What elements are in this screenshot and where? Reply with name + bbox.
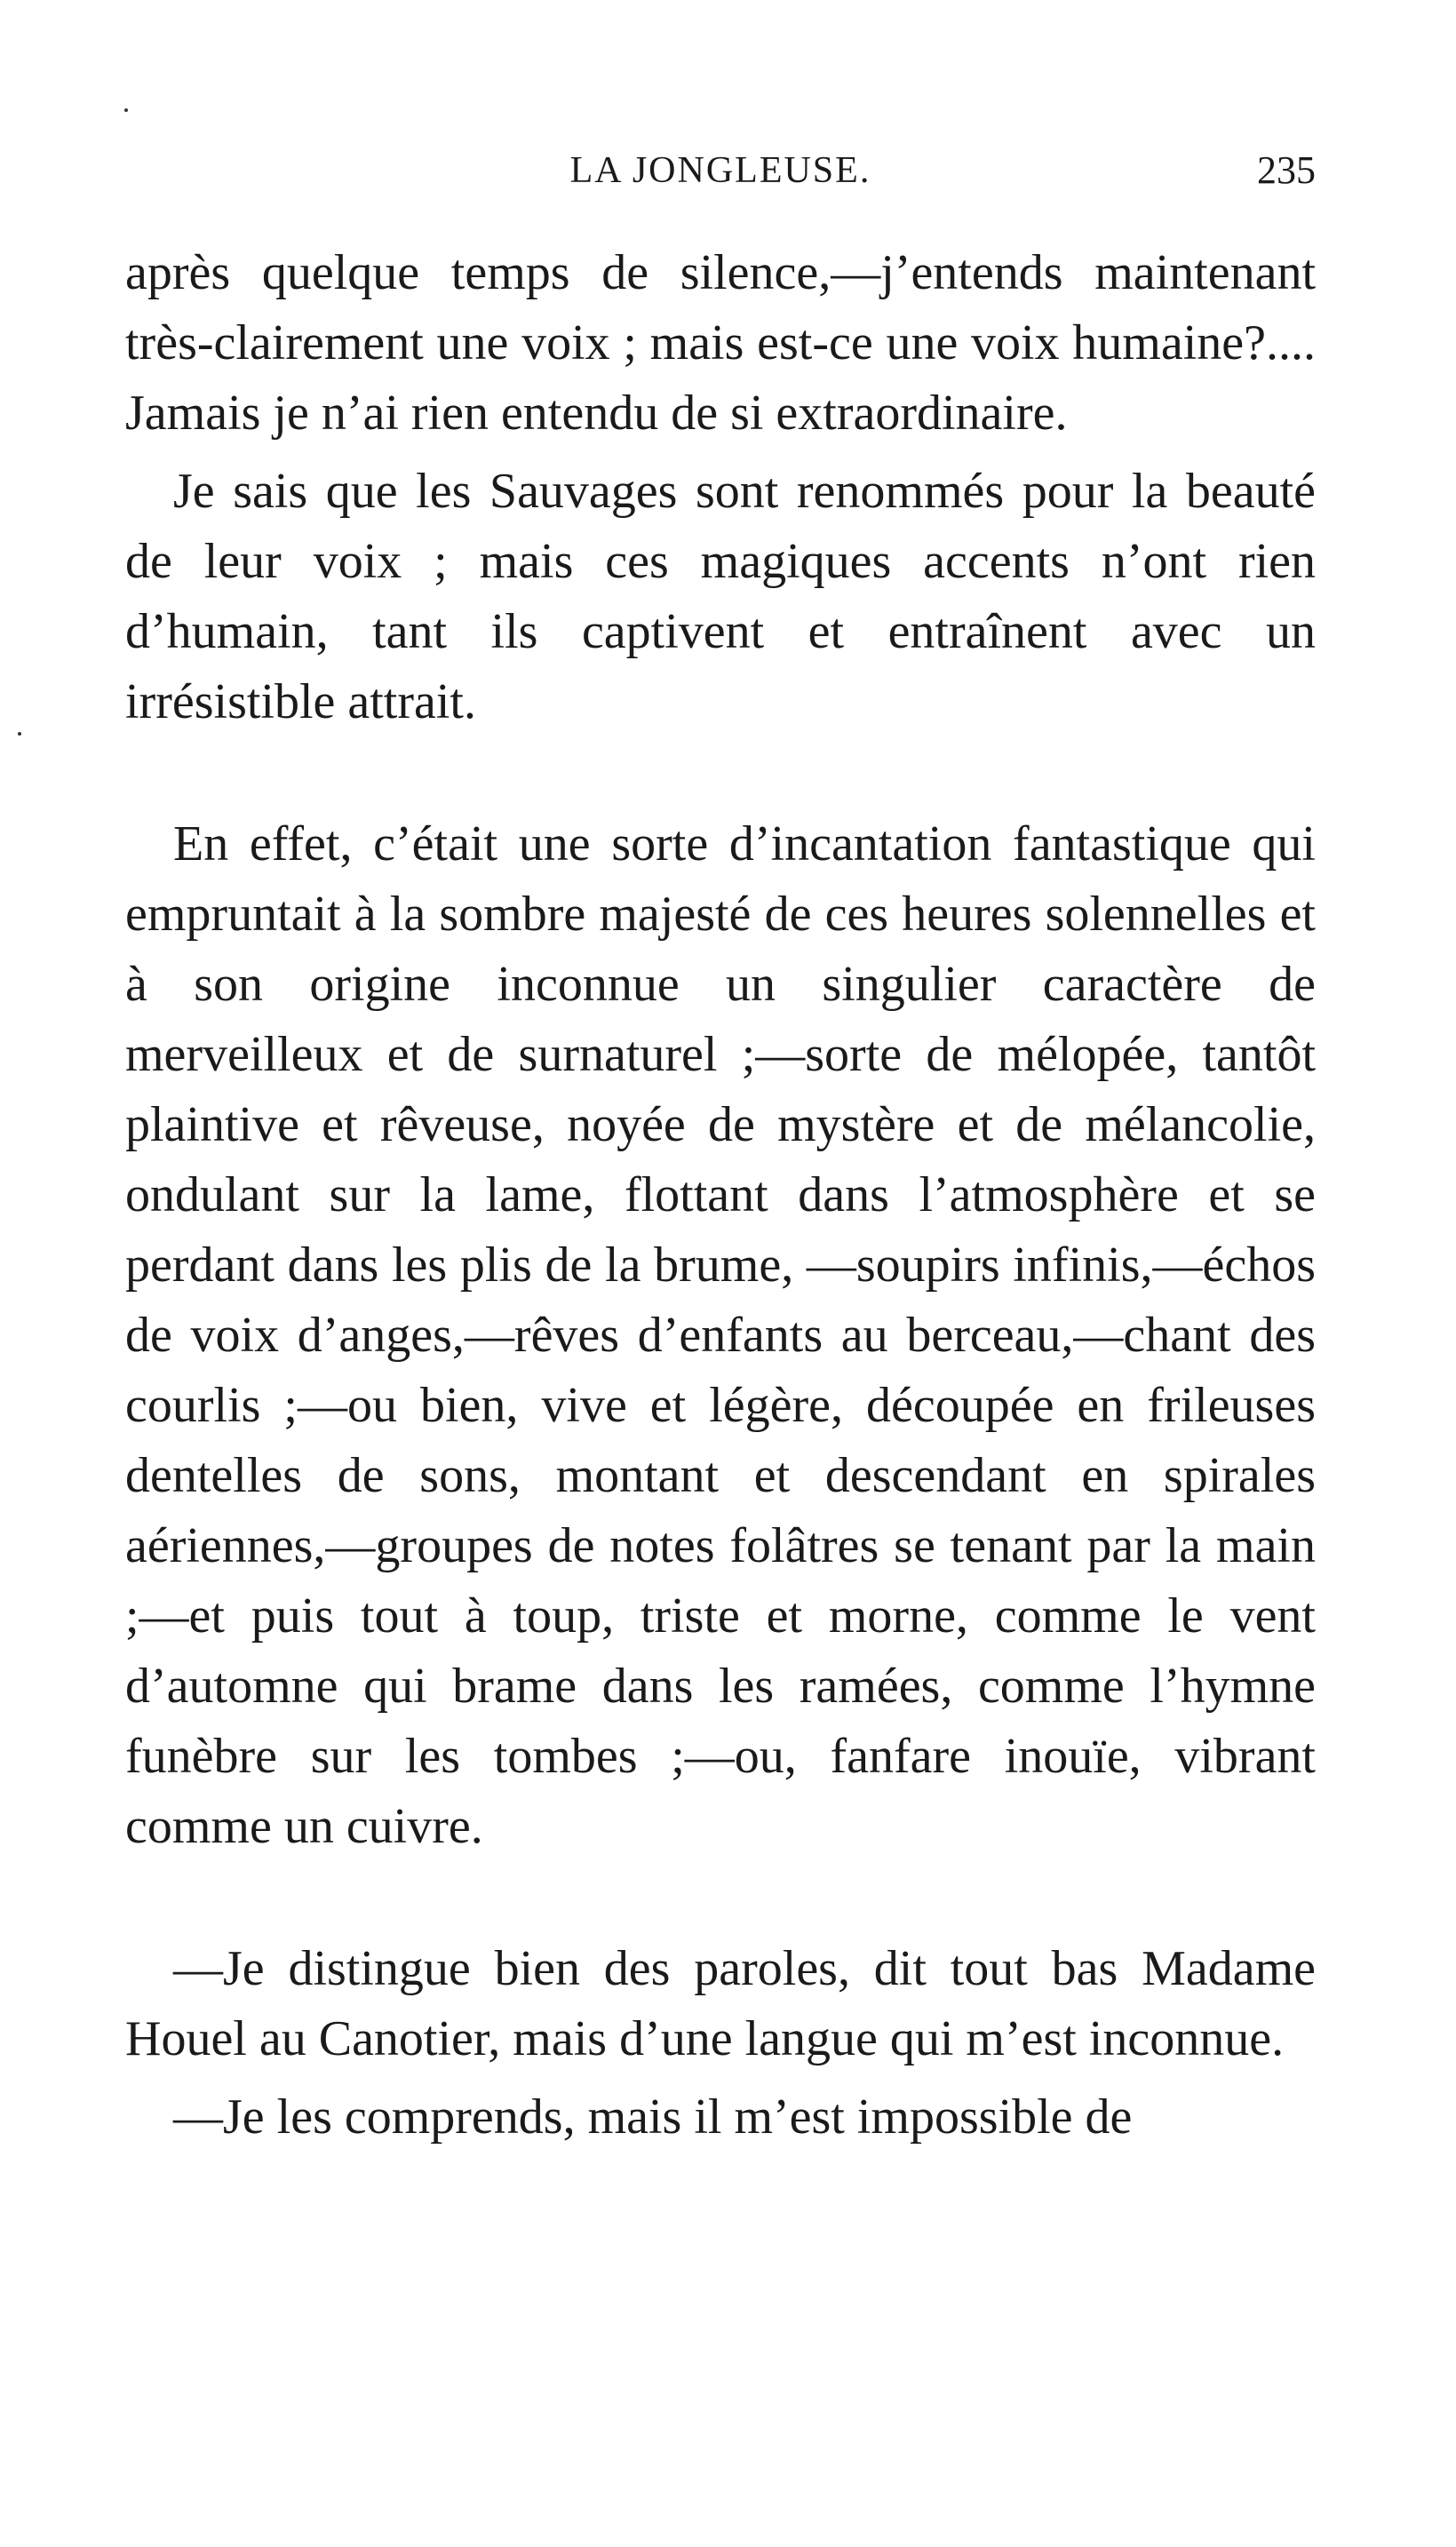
dialogue-paragraph: —Je distingue bien des paroles, dit tout bas Madame Houel au Canotier, mais d’une langue qui m’est inconnue. bbox=[125, 1941, 1316, 2066]
page-header bbox=[125, 144, 1316, 197]
paragraph: En effet, c’était une sorte d’incantation fantastique qui empruntait à la sombre majesté de ces heures solennelles et à son origine inconnue un singulier caractère de merveilleux et de surnaturel ;—sorte de mélopée, tantôt plaintive et rêveuse, noyée de mystère et de mélancolie, ondulant sur la lame, flottant dans l’atmosphère et se perdant dans les plis de la brume, —soupirs infinis,—échos de voix d’anges,—rêves d’enfants au berceau,—chant des courlis ;—ou bien, vive et légère, découpée en frileuses dentelles de sons, montant et descendant en spirales aériennes,—groupes de notes folâtres se tenant par la main ;—et puis tout à toup, triste et morne, comme le vent d’automne qui brame dans les ramées, comme l’hymne funèbre sur les tombes ;—ou, fanfare inouïe, vibrant comme un cuivre. bbox=[125, 816, 1316, 1854]
print-speck bbox=[124, 108, 128, 112]
dialogue-paragraph: —Je les comprends, mais il m’est impossible de bbox=[173, 2089, 1133, 2145]
body-text bbox=[125, 238, 1316, 2153]
print-speck bbox=[18, 732, 21, 736]
running-title: LA JONGLEUSE. bbox=[569, 150, 871, 191]
paragraph-continued: après quelque temps de silence,—j’entends maintenant très-clairement une voix ; mais est-ce une voix humaine?.... Jamais je n’ai rien entendu de si extraordinaire. bbox=[125, 245, 1316, 441]
page-number: 235 bbox=[1257, 148, 1316, 192]
paragraph: Je sais que les Sauvages sont renommés pour la beauté de leur voix ; mais ces magiques accents n’ont rien d’humain, tant ils captivent et entraînent avec un irrésistible attrait. bbox=[125, 464, 1316, 729]
